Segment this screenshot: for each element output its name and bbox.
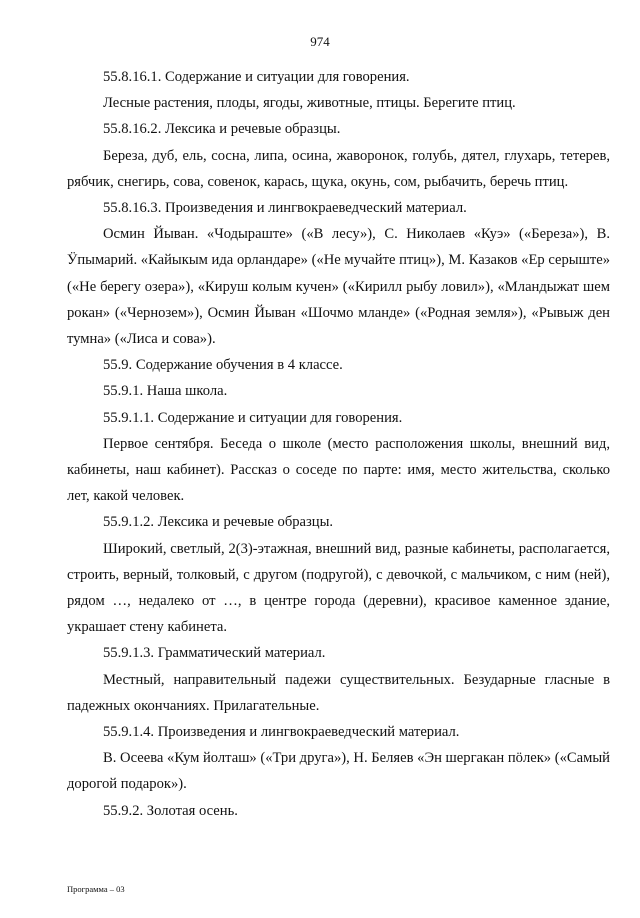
section-heading: 55.8.16.1. Содержание и ситуации для говорения. [103,69,410,85]
footer-note: Программа – 03 [67,884,125,894]
section-heading: 55.8.16.2. Лексика и речевые образцы. [103,121,341,138]
paragraph: Широкий, светлый, 2(3)-этажная, внешний вид, разные кабинеты, располагается, строить, верный, толковый, с другом (подругой), с девочкой, с мальчиком, с ним (ней), рядом …, недалеко от …, в центре города (деревни), красивое каменное здание, украшает стену кабинета. [67,540,610,636]
section-heading: 55.9.1. Наша школа. [103,383,228,400]
paragraph: Местный, направительный падежи существительных. Безударные гласные в падежных окончаниях. Прилагательные. [67,671,610,714]
section-heading: 55.9.2. Золотая осень. [103,802,238,819]
section-heading: 55.9.1.4. Произведения и лингвокраеведческий материал. [103,724,460,741]
section-heading: 55.9.1.1. Содержание и ситуации для говорения. [103,409,403,426]
paragraph: В. Осеева «Кум йолташ» («Три друга»), Н. Беляев «Эн шергакан пӧлек» («Самый дорогой подарок»). [67,750,610,793]
document-body [67,64,610,824]
paragraph: Лесные растения, плоды, ягоды, животные, птицы. Берегите птиц. [103,95,516,112]
paragraph: Первое сентября. Беседа о школе (место расположения школы, внешний вид, кабинеты, наш кабинет). Рассказ о соседе по парте: имя, место жительства, сколько лет, какой человек. [67,435,610,505]
section-heading: 55.9. Содержание обучения в 4 классе. [103,357,343,374]
section-heading: 55.9.1.2. Лексика и речевые образцы. [103,514,334,531]
section-heading: 55.8.16.3. Произведения и лингвокраеведческий материал. [103,200,467,217]
page-number: 974 [310,34,330,49]
paragraph: Осмин Йыван. «Чодыраште» («В лесу»), С. Николаев «Куэ» («Береза»), В. Ӱпымарий. «Кайыкым ида орландаре» («Не мучайте птиц»), М. Казаков «Ер серыште» («Не берегу озера»), «Кируш колым кучен» («Кирилл рыбу ловил»), «Мландыжат шем рокан» («Чернозем»), Осмин Йыван «Шочмо мланде» («Родная земля»), «Рывыж ден тумна» («Лиса и сова»). [67,226,610,348]
paragraph: Береза, дуб, ель, сосна, липа, осина, жаворонок, голубь, дятел, глухарь, тетерев, рябчик, снегирь, сова, совенок, карась, щука, окунь, сом, рыбачить, беречь птиц. [67,147,610,190]
section-heading: 55.9.1.3. Грамматический материал. [103,645,326,662]
